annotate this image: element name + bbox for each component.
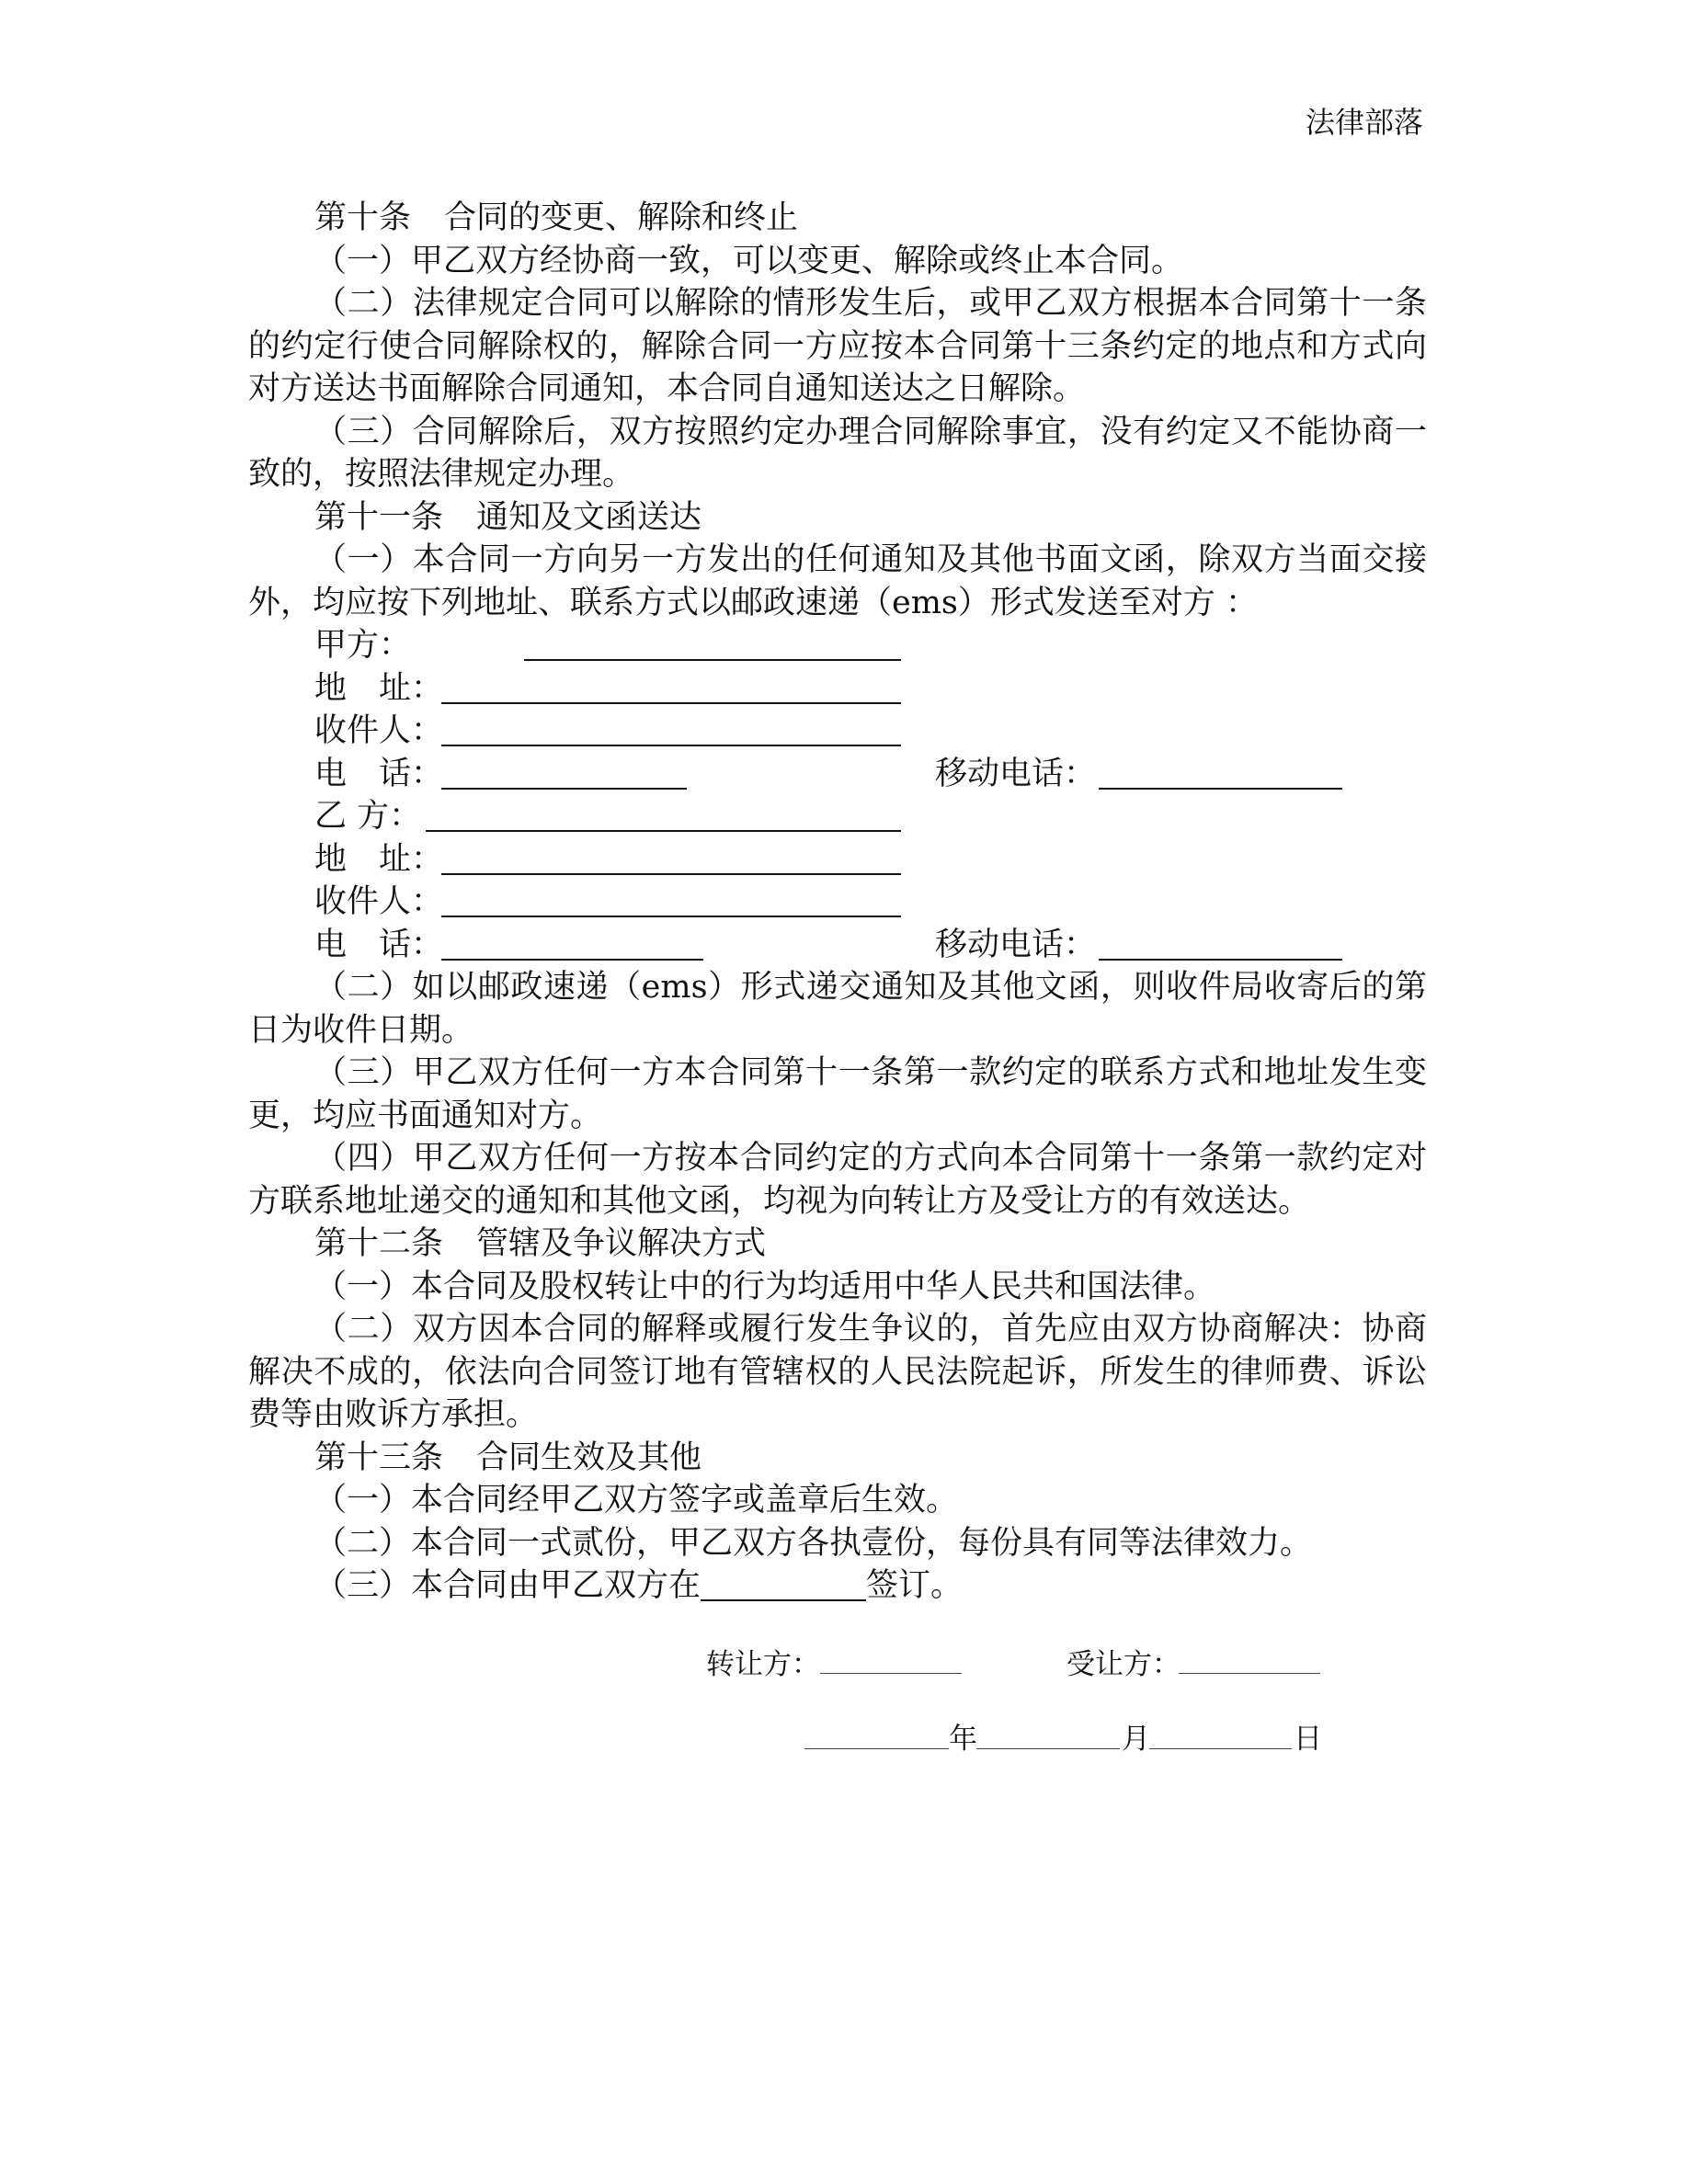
recipient-blank[interactable] xyxy=(441,884,901,917)
paragraph-line: 外，均应按下列地址、联系方式以邮政速递（ems）形式发送至对方 ： xyxy=(248,584,1258,621)
field-label: 甲方： xyxy=(314,627,412,664)
contract-body xyxy=(248,197,1427,1608)
page-header: 法律部落 xyxy=(1305,105,1423,140)
article-subtitle: 管辖及争议解决方式 xyxy=(476,1225,767,1262)
article-10-title xyxy=(248,197,1427,240)
paragraph-line: 的约定行使合同解除权的，解除合同一方应按本合同第十三条约定的地点和方式向 xyxy=(248,327,1427,365)
article-12-title xyxy=(248,1223,1427,1266)
signing-place-blank[interactable] xyxy=(701,1566,866,1601)
mobile-blank[interactable] xyxy=(1099,927,1342,961)
paragraph: （一）甲乙双方经协商一致，可以变更、解除或终止本合同。 xyxy=(314,242,1184,279)
party-b-blank[interactable] xyxy=(426,799,901,832)
article-subtitle: 合同生效及其他 xyxy=(476,1439,702,1476)
paragraph-text: 签订。 xyxy=(866,1567,964,1604)
paragraph-line: （二）双方因本合同的解释或履行发生争议的，首先应由双方协商解决：协商 xyxy=(314,1311,1427,1348)
article-subtitle: 合同的变更、解除和终止 xyxy=(444,199,799,236)
paragraph-line: （二）法律规定合同可以解除的情形发生后，或甲乙双方根据本合同第十一条 xyxy=(314,285,1427,322)
field-label: 电 话： xyxy=(314,755,444,792)
paragraph-line: （三）合同解除后，双方按照约定办理合同解除事宜，没有约定又不能协商一 xyxy=(314,413,1427,450)
field-label: 电 话： xyxy=(314,926,444,963)
field-label: 移动电话： xyxy=(935,755,1097,792)
paragraph-line: 日为收件日期。 xyxy=(248,1011,474,1049)
paragraph-line: （四）甲乙双方任何一方按本合同约定的方式向本合同第十一条第一款约定对 xyxy=(314,1140,1427,1177)
party-a-phone-field[interactable] xyxy=(248,753,1427,796)
day-label: 日 xyxy=(1294,1723,1322,1756)
party-b-recipient-field[interactable] xyxy=(248,881,1427,924)
mobile-blank[interactable] xyxy=(1099,756,1342,790)
party-a-address-field[interactable] xyxy=(248,667,1427,711)
transferor-signature-blank[interactable] xyxy=(820,1645,962,1674)
transferee-label: 受让方： xyxy=(1066,1648,1180,1681)
month-blank[interactable] xyxy=(976,1721,1120,1749)
party-a-blank[interactable] xyxy=(524,628,901,661)
field-label: 收件人： xyxy=(314,883,444,920)
phone-blank[interactable] xyxy=(441,927,703,961)
day-blank[interactable] xyxy=(1149,1721,1292,1749)
party-a-field[interactable] xyxy=(248,624,1427,667)
paragraph-line: 解决不成的，依法向合同签订地有管辖权的人民法院起诉，所发生的律师费、诉讼 xyxy=(248,1353,1427,1391)
recipient-blank[interactable] xyxy=(441,713,901,746)
address-blank[interactable] xyxy=(441,671,901,704)
paragraph-line: （二）如以邮政速递（ems）形式递交通知及其他文函，则收件局收寄后的第 xyxy=(314,969,1427,1006)
field-label: 地 址： xyxy=(314,840,444,878)
paragraph: （一）本合同及股权转让中的行为均适用中华人民共和国法律。 xyxy=(314,1268,1216,1305)
paragraph: （二）本合同一式贰份，甲乙双方各执壹份，每份具有同等法律效力。 xyxy=(314,1524,1313,1562)
year-label: 年 xyxy=(949,1723,977,1756)
signing-place-line xyxy=(248,1564,1427,1608)
article-13-title xyxy=(248,1437,1427,1480)
field-label: 乙 方： xyxy=(314,798,422,835)
paragraph-line: （一）本合同一方向另一方发出的任何通知及其他书面文函，除双方当面交接 xyxy=(314,541,1427,578)
party-b-phone-field[interactable] xyxy=(248,924,1427,967)
paragraph-line: 费等由败诉方承担。 xyxy=(248,1396,539,1433)
field-label: 地 址： xyxy=(314,669,444,707)
transferee-signature-blank[interactable] xyxy=(1179,1645,1320,1674)
phone-blank[interactable] xyxy=(441,756,687,790)
party-b-address-field[interactable] xyxy=(248,838,1427,882)
article-number: 第十条 xyxy=(314,199,412,236)
paragraph-line: 对方送达书面解除合同通知，本合同自通知送达之日解除。 xyxy=(248,370,1086,407)
paragraph-line: （三）甲乙双方任何一方本合同第十一条第一款约定的联系方式和地址发生变 xyxy=(314,1054,1427,1091)
party-a-recipient-field[interactable] xyxy=(248,710,1427,753)
article-number: 第十二条 xyxy=(314,1225,444,1262)
address-blank[interactable] xyxy=(441,842,901,875)
paragraph-line: 致的，按照法律规定办理。 xyxy=(248,456,635,493)
paragraph-text: （三）本合同由甲乙双方在 xyxy=(314,1567,701,1604)
field-label: 移动电话： xyxy=(935,926,1097,963)
article-subtitle: 通知及文函送达 xyxy=(476,498,702,536)
article-number: 第十一条 xyxy=(314,498,444,536)
year-blank[interactable] xyxy=(804,1721,949,1749)
month-label: 月 xyxy=(1122,1723,1150,1756)
paragraph-line: 方联系地址递交的通知和其他文函，均视为向转让方及受让方的有效送达。 xyxy=(248,1182,1311,1220)
party-b-field[interactable] xyxy=(248,795,1427,838)
article-number: 第十三条 xyxy=(314,1439,444,1476)
paragraph-line: 更，均应书面通知对方。 xyxy=(248,1097,603,1134)
field-label: 收件人： xyxy=(314,712,444,749)
transferor-label: 转让方： xyxy=(706,1648,820,1681)
paragraph: （一）本合同经甲乙双方签字或盖章后生效。 xyxy=(314,1482,959,1519)
article-11-title xyxy=(248,496,1427,540)
